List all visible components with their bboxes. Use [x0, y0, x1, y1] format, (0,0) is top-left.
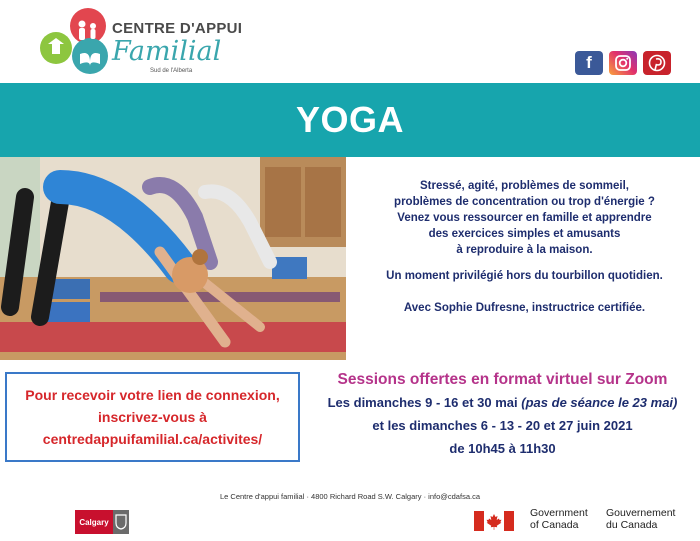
logo-script: Familial	[112, 36, 222, 67]
canada-flag-icon	[474, 511, 514, 531]
gov-fr-line: du Canada	[606, 519, 658, 531]
description	[352, 178, 697, 316]
centre-logo[interactable]	[38, 6, 243, 80]
sessions-may	[305, 392, 700, 413]
sessions-time: de 10h45 à 11h30	[449, 441, 556, 456]
sessions-june: et les dimanches 6 - 13 - 20 et 27 juin 2021	[372, 418, 633, 433]
gouvernement-du-canada-fr	[606, 507, 675, 531]
signup-link[interactable]: centredappuifamilial.ca/activites/	[42, 431, 263, 447]
instagram-icon[interactable]	[609, 51, 637, 75]
moment-text: Un moment privilégié hors du tourbillon quotidien.	[386, 270, 663, 282]
pinterest-icon[interactable]	[643, 51, 671, 75]
description-line: des exercices simples et amusants	[428, 228, 621, 240]
footer-address: Le Centre d'appui familial · 4800 Richard Road S.W. Calgary · info@cdafsa.ca	[219, 492, 480, 501]
logo-circles-icon	[38, 6, 114, 78]
government-of-canada-en	[530, 507, 588, 531]
gov-fr-line: Gouvernement	[606, 507, 676, 519]
description-line: problèmes de concentration ou trop d'énergie ?	[394, 196, 655, 208]
sessions-may-note: (pas de séance le 23 mai)	[521, 395, 678, 410]
instructor-text: Avec Sophie Dufresne, instructrice certifiée.	[403, 302, 646, 314]
signup-box	[5, 372, 300, 462]
signup-line: inscrivez-vous à	[98, 409, 207, 425]
description-line: Stressé, agité, problèmes de sommeil,	[420, 180, 629, 192]
calgary-seal-icon	[113, 510, 129, 534]
logo-subtitle: Sud de l'Alberta	[150, 68, 193, 74]
sessions-block	[305, 369, 700, 459]
page-title: YOGA	[295, 99, 404, 140]
logo-title: CENTRE D'APPUI	[112, 20, 243, 37]
facebook-icon[interactable]: f	[575, 51, 603, 75]
yoga-banner	[0, 83, 700, 157]
description-line: à reproduire à la maison.	[456, 244, 593, 256]
sessions-may-dates: Les dimanches 9 - 16 et 30 mai	[327, 395, 518, 410]
gov-en-line: of Canada	[530, 519, 579, 531]
sessions-heading: Sessions offertes en format virtuel sur Zoom	[337, 371, 668, 388]
description-line: Venez vous ressourcer en famille et apprendre	[397, 212, 652, 224]
calgary-logo	[75, 510, 129, 534]
yoga-class-photo	[0, 157, 346, 360]
calgary-label: Calgary	[75, 510, 113, 534]
gov-en-line: Government	[530, 507, 588, 519]
signup-line: Pour recevoir votre lien de connexion,	[25, 387, 280, 403]
